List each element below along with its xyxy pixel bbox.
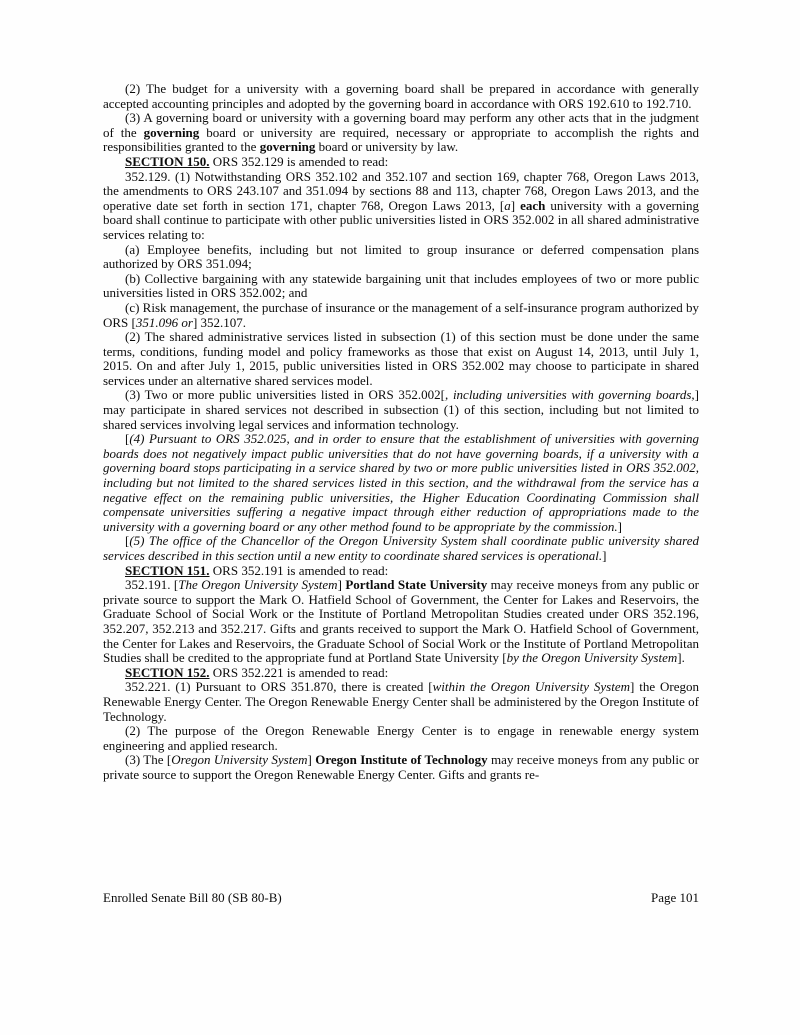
text-segment: by the Oregon University System <box>506 650 678 666</box>
paragraph <box>103 724 699 753</box>
paragraph <box>103 155 699 170</box>
text-segment: ] <box>307 752 316 768</box>
text-segment: (3) The [ <box>125 752 172 768</box>
text-segment: ORS 352.221 is amended to read: <box>209 664 389 680</box>
text-segment: (c) Risk management, the purchase of insurance or the management of a self-insurance program authorized by ORS [ <box>103 299 699 330</box>
paragraph <box>103 432 699 534</box>
text-segment: [ <box>125 533 130 549</box>
text-segment: university with a governing board shall continue to participate with other public universities listed in ORS 352.002 in all shared administrative services relating to: <box>103 197 699 242</box>
text-segment: ] <box>617 518 622 534</box>
text-segment: , including universities with governing boards, <box>445 387 695 403</box>
footer-bill-label: Enrolled Senate Bill 80 (SB 80-B) <box>103 890 282 905</box>
text-segment: (2) The purpose of the Oregon Renewable Energy Center is to engage in renewable energy system engineering and applied research. <box>103 723 699 753</box>
text-segment: ORS 352.129 is amended to read: <box>209 153 389 169</box>
paragraph <box>103 170 699 243</box>
paragraph <box>103 753 699 782</box>
text-segment: (2) The budget for a university with a governing board shall be prepared in accordance with generally accepted accounting principles and adopted by the governing board in accordance with ORS 192.610 to 192.710. <box>103 81 699 111</box>
section-heading: SECTION 152. <box>125 664 210 680</box>
text-segment: governing <box>143 124 200 140</box>
text-segment: each <box>520 197 546 213</box>
paragraph <box>103 243 699 272</box>
text-segment: (3) Two or more public universities listed in ORS 352.002[ <box>125 387 446 403</box>
text-segment: may receive moneys from any public or private source to support the Mark O. Hatfield School of Government, the Center for Lakes and Reservoirs, the Graduate School of Social Work or the Institute of Portland Metropolitan Studies created under ORS 352.196, 352.207, 352.213 and 352.217. Gifts and grants received to support the Mark O. Hatfield School of Government, the Center for Lakes and Reservoirs, the Graduate School of Social Work or the Institute of Portland Metropolitan Studies shall be credited to the appropriate fund at Portland State University [ <box>103 577 699 666</box>
paragraph <box>103 578 699 666</box>
text-segment: (a) Employee benefits, including but not limited to group insurance or deferred compensation plans authorized by ORS 351.094; <box>103 241 699 272</box>
footer-page-number: Page 101 <box>650 890 699 905</box>
paragraph <box>103 680 699 724</box>
text-segment: ]. <box>677 650 685 666</box>
text-segment: 351.096 or <box>135 314 193 330</box>
text-segment: may receive moneys from any public or private source to support the Oregon Renewable Energy Center. Gifts and grants re- <box>103 752 699 782</box>
text-segment: Portland State University <box>345 577 488 593</box>
paragraph <box>103 82 699 111</box>
text-segment: (3) A governing board or university with a governing board may perform any other acts that in the judgment of the <box>103 110 699 140</box>
text-segment: within the Oregon University System <box>432 679 631 695</box>
text-segment: Oregon University System <box>171 752 308 768</box>
section-heading: SECTION 150. <box>125 153 210 169</box>
text-segment: Oregon Institute of Technology <box>315 752 488 768</box>
text-segment: (b) Collective bargaining with any statewide bargaining unit that includes employees of two or more public universities listed in ORS 352.002; and <box>103 270 699 301</box>
text-segment: ORS 352.191 is amended to read: <box>209 562 389 578</box>
text-segment: 352.191. [ <box>125 577 179 593</box>
text-segment: (4) Pursuant to ORS 352.025, and in order to ensure that the establishment of universities with governing boards does not negatively impact public universities that do not have governing boards, if a university with a governing board stops participating in a service shared by two or more public universities listed in ORS 352.002, including but not limited to the shared services listed in this section, and the withdrawal from the service has a negative effect on the remaining public universities, the Higher Education Coordinating Commission shall compensate universities suffering a negative impact through either reduction of appropriations made to the university with a governing board or any other method found to be appropriate by the commission. <box>103 431 699 534</box>
text-segment: 352.221. (1) Pursuant to ORS 351.870, there is created [ <box>125 679 433 695</box>
text-segment: ] <box>337 577 346 593</box>
section-heading: SECTION 151. <box>125 562 210 578</box>
text-segment: (2) The shared administrative services listed in subsection (1) of this section must be done under the same terms, conditions, funding model and policy frameworks as those that exist on August 14, 2013, until July 1, 2015. On and after July 1, 2015, public universities listed in ORS 352.002 may choose to participate in shared services under an alternative shared services model. <box>103 329 699 388</box>
paragraph <box>103 534 699 563</box>
text-segment: 352.129. (1) Notwithstanding ORS 352.102 and 352.107 and section 169, chapter 768, Oregon Laws 2013, the amendments to ORS 243.107 and 351.094 by sections 88 and 113, chapter 768, Oregon Laws 2013, and the operative date set forth in section 171, chapter 768, Oregon Laws 2013, [ <box>103 168 699 213</box>
text-segment: ] 352.107. <box>192 314 247 330</box>
document-body <box>103 82 699 783</box>
page-footer <box>103 891 699 906</box>
paragraph <box>103 388 699 432</box>
text-segment: The Oregon University System <box>178 577 338 593</box>
text-segment: [ <box>125 431 130 447</box>
paragraph <box>103 330 699 388</box>
text-segment: ] may participate in shared services not described in subsection (1) of this section, including but not limited to shared services involving legal services and information technology. <box>103 387 699 432</box>
text-segment: board or university by law. <box>315 139 459 155</box>
text-segment: ] <box>602 548 607 563</box>
text-segment: a <box>504 197 511 213</box>
text-segment: ] <box>510 197 521 213</box>
text-segment: board or university are required, necessary or appropriate to accomplish the rights and responsibilities granted to the <box>103 124 699 155</box>
text-segment: (5) The office of the Chancellor of the Oregon University System shall coordinate public university shared services described in this section until a new entity to coordinate shared services is operational. <box>103 533 699 563</box>
paragraph <box>103 301 699 330</box>
paragraph <box>103 666 699 681</box>
paragraph <box>103 564 699 579</box>
paragraph <box>103 272 699 301</box>
text-segment: ] the Oregon Renewable Energy Center. The Oregon Renewable Energy Center shall be administered by the Oregon Institute of Technology. <box>103 679 699 724</box>
text-segment: governing <box>259 139 316 155</box>
paragraph <box>103 111 699 155</box>
